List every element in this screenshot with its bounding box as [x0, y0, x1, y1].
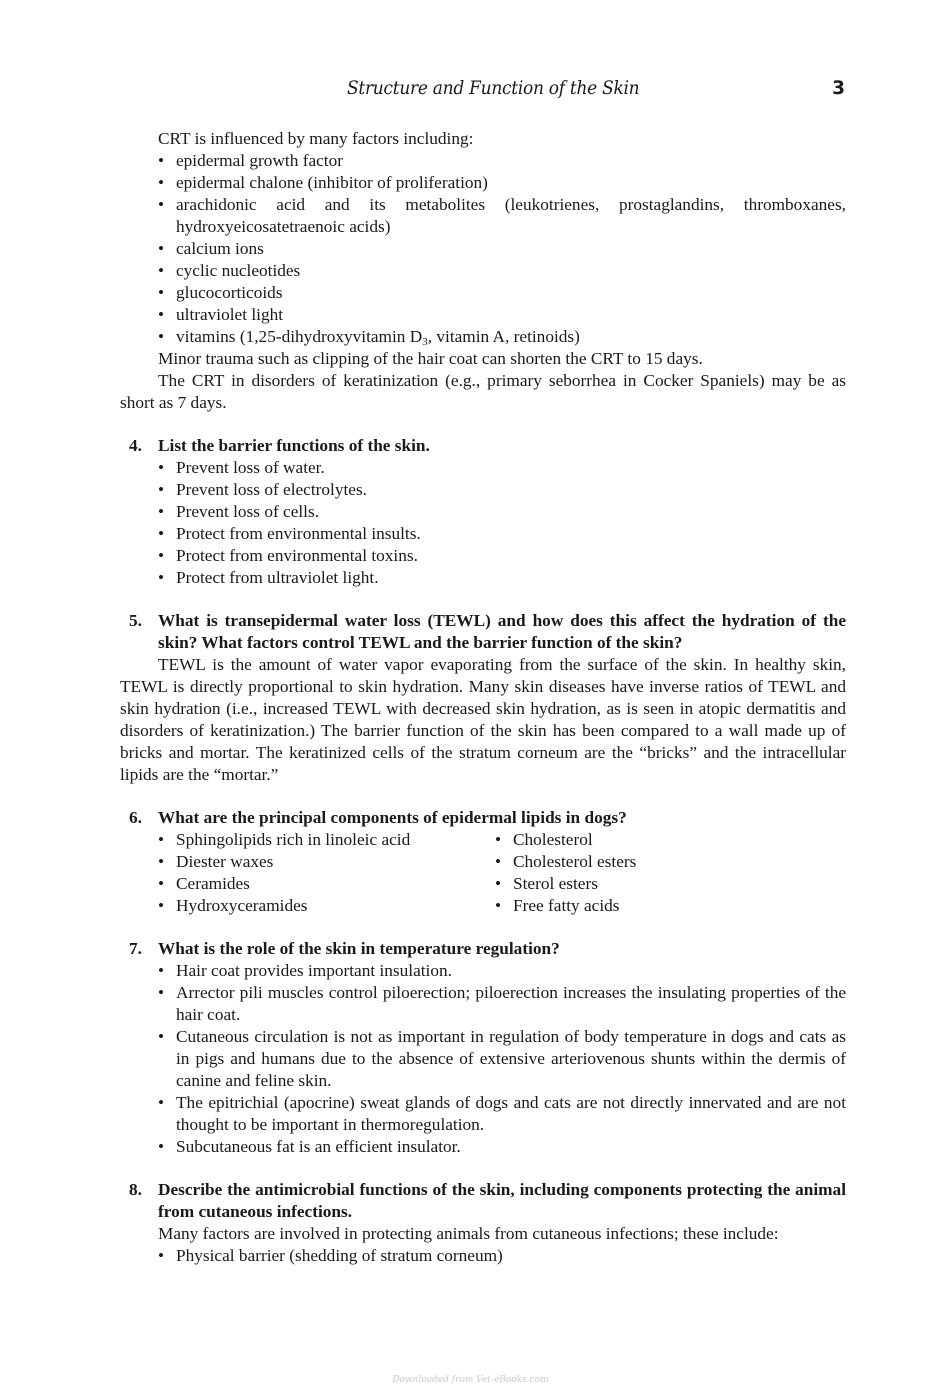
list-item: • Arrector pili muscles control piloerection; piloerection increases the insulating properties of the hair coat.: [158, 982, 846, 1026]
list-item: • calcium ions: [158, 238, 846, 260]
answer-paragraph: Many factors are involved in protecting animals from cutaneous infections; these include:: [158, 1224, 779, 1243]
list-item: • Prevent loss of electrolytes.: [158, 479, 846, 501]
list-item: • Sphingolipids rich in linoleic acid: [158, 829, 495, 851]
barrier-function-list: [120, 457, 846, 589]
question-number: 6.: [129, 808, 142, 827]
page-body: [120, 128, 846, 1267]
list-item: • The epitrichial (apocrine) sweat glands of dogs and cats are not directly innervated and are not thought to be important in thermoregulation.: [158, 1092, 846, 1136]
list-item: • arachidonic acid and its metabolites (leukotrienes, prostaglandins, thromboxanes, hydroxyeicosatetraenoic acids): [158, 194, 846, 238]
temperature-regulation-list: [120, 960, 846, 1158]
question-text: Describe the antimicrobial functions of the skin, including components protecting the animal from cutaneous infections.: [158, 1180, 846, 1221]
vitamins-text-rest: , vitamin A, retinoids): [427, 327, 580, 346]
question-text: List the barrier functions of the skin.: [158, 436, 430, 455]
page-number: 3: [832, 78, 845, 99]
question-number: 5.: [129, 611, 142, 630]
answer-paragraph: TEWL is the amount of water vapor evaporating from the surface of the skin. In healthy skin, TEWL is directly proportional to skin hydration. Many skin diseases have inverse ratios of TEWL and skin hydration (i.e., increased TEWL with decreased skin hydration, as is seen in atopic dermatitis and disorders of keratinization.) The barrier function of the skin has been compared to a wall made up of bricks and mortar. The keratinized cells of the stratum corneum are the “bricks” and the intracellular lipids are the “mortar.”: [120, 655, 846, 784]
list-item: • Ceramides: [158, 873, 495, 895]
list-item: • cyclic nucleotides: [158, 260, 846, 282]
lipid-list-left: [158, 829, 495, 917]
list-item: • Physical barrier (shedding of stratum corneum): [158, 1245, 846, 1267]
lipid-components: [120, 829, 846, 917]
antimicrobial-list: [120, 1245, 846, 1267]
question-number: 8.: [129, 1180, 142, 1199]
question-heading: [120, 435, 846, 457]
list-item: • Hair coat provides important insulation.: [158, 960, 846, 982]
crt-factor-list: [120, 150, 846, 348]
list-item: • Cholesterol esters: [495, 851, 846, 873]
question-heading: [120, 1179, 846, 1223]
question-text: What is transepidermal water loss (TEWL) and how does this affect the hydration of the skin? What factors control TEWL and the barrier function of the skin?: [158, 611, 846, 652]
download-watermark: Downloaded from Vet-eBooks.com: [392, 1375, 549, 1385]
question-heading: [120, 938, 846, 960]
question-text: What are the principal components of epidermal lipids in dogs?: [158, 808, 627, 827]
list-item: • Protect from ultraviolet light.: [158, 567, 846, 589]
page-header: [0, 78, 941, 104]
crt-paragraph: Minor trauma such as clipping of the hair coat can shorten the CRT to 15 days.: [158, 349, 703, 368]
question-heading: [120, 610, 846, 654]
list-item: • Hydroxyceramides: [158, 895, 495, 917]
question-heading: [120, 807, 846, 829]
list-item: • ultraviolet light: [158, 304, 846, 326]
vitamins-text: vitamins (1,25-dihydroxyvitamin D: [176, 327, 423, 346]
list-item: • epidermal growth factor: [158, 150, 846, 172]
running-title: Structure and Function of the Skin: [347, 78, 640, 99]
list-item: • Prevent loss of cells.: [158, 501, 846, 523]
question-number: 4.: [129, 436, 142, 455]
vitamins-subscript: 3: [422, 336, 428, 348]
lipid-list-right: [495, 829, 846, 917]
crt-intro: CRT is influenced by many factors including:: [158, 129, 474, 148]
list-item: • Protect from environmental insults.: [158, 523, 846, 545]
list-item: • Sterol esters: [495, 873, 846, 895]
list-item: • Protect from environmental toxins.: [158, 545, 846, 567]
list-item: • epidermal chalone (inhibitor of proliferation): [158, 172, 846, 194]
list-item: • Free fatty acids: [495, 895, 846, 917]
list-item: • Cutaneous circulation is not as important in regulation of body temperature in dogs and cats as in pigs and humans due to the absence of extensive arteriovenous shunts within the dermis of canine and feline skin.: [158, 1026, 846, 1092]
list-item: • glucocorticoids: [158, 282, 846, 304]
list-item: • Cholesterol: [495, 829, 846, 851]
crt-paragraph: The CRT in disorders of keratinization (e.g., primary seborrhea in Cocker Spaniels) may be as short as 7 days.: [120, 371, 846, 412]
list-item: • Prevent loss of water.: [158, 457, 846, 479]
list-item: [158, 326, 846, 348]
list-item: • Subcutaneous fat is an efficient insulator.: [158, 1136, 846, 1158]
list-item: • Diester waxes: [158, 851, 495, 873]
question-number: 7.: [129, 939, 142, 958]
question-text: What is the role of the skin in temperature regulation?: [158, 939, 560, 958]
